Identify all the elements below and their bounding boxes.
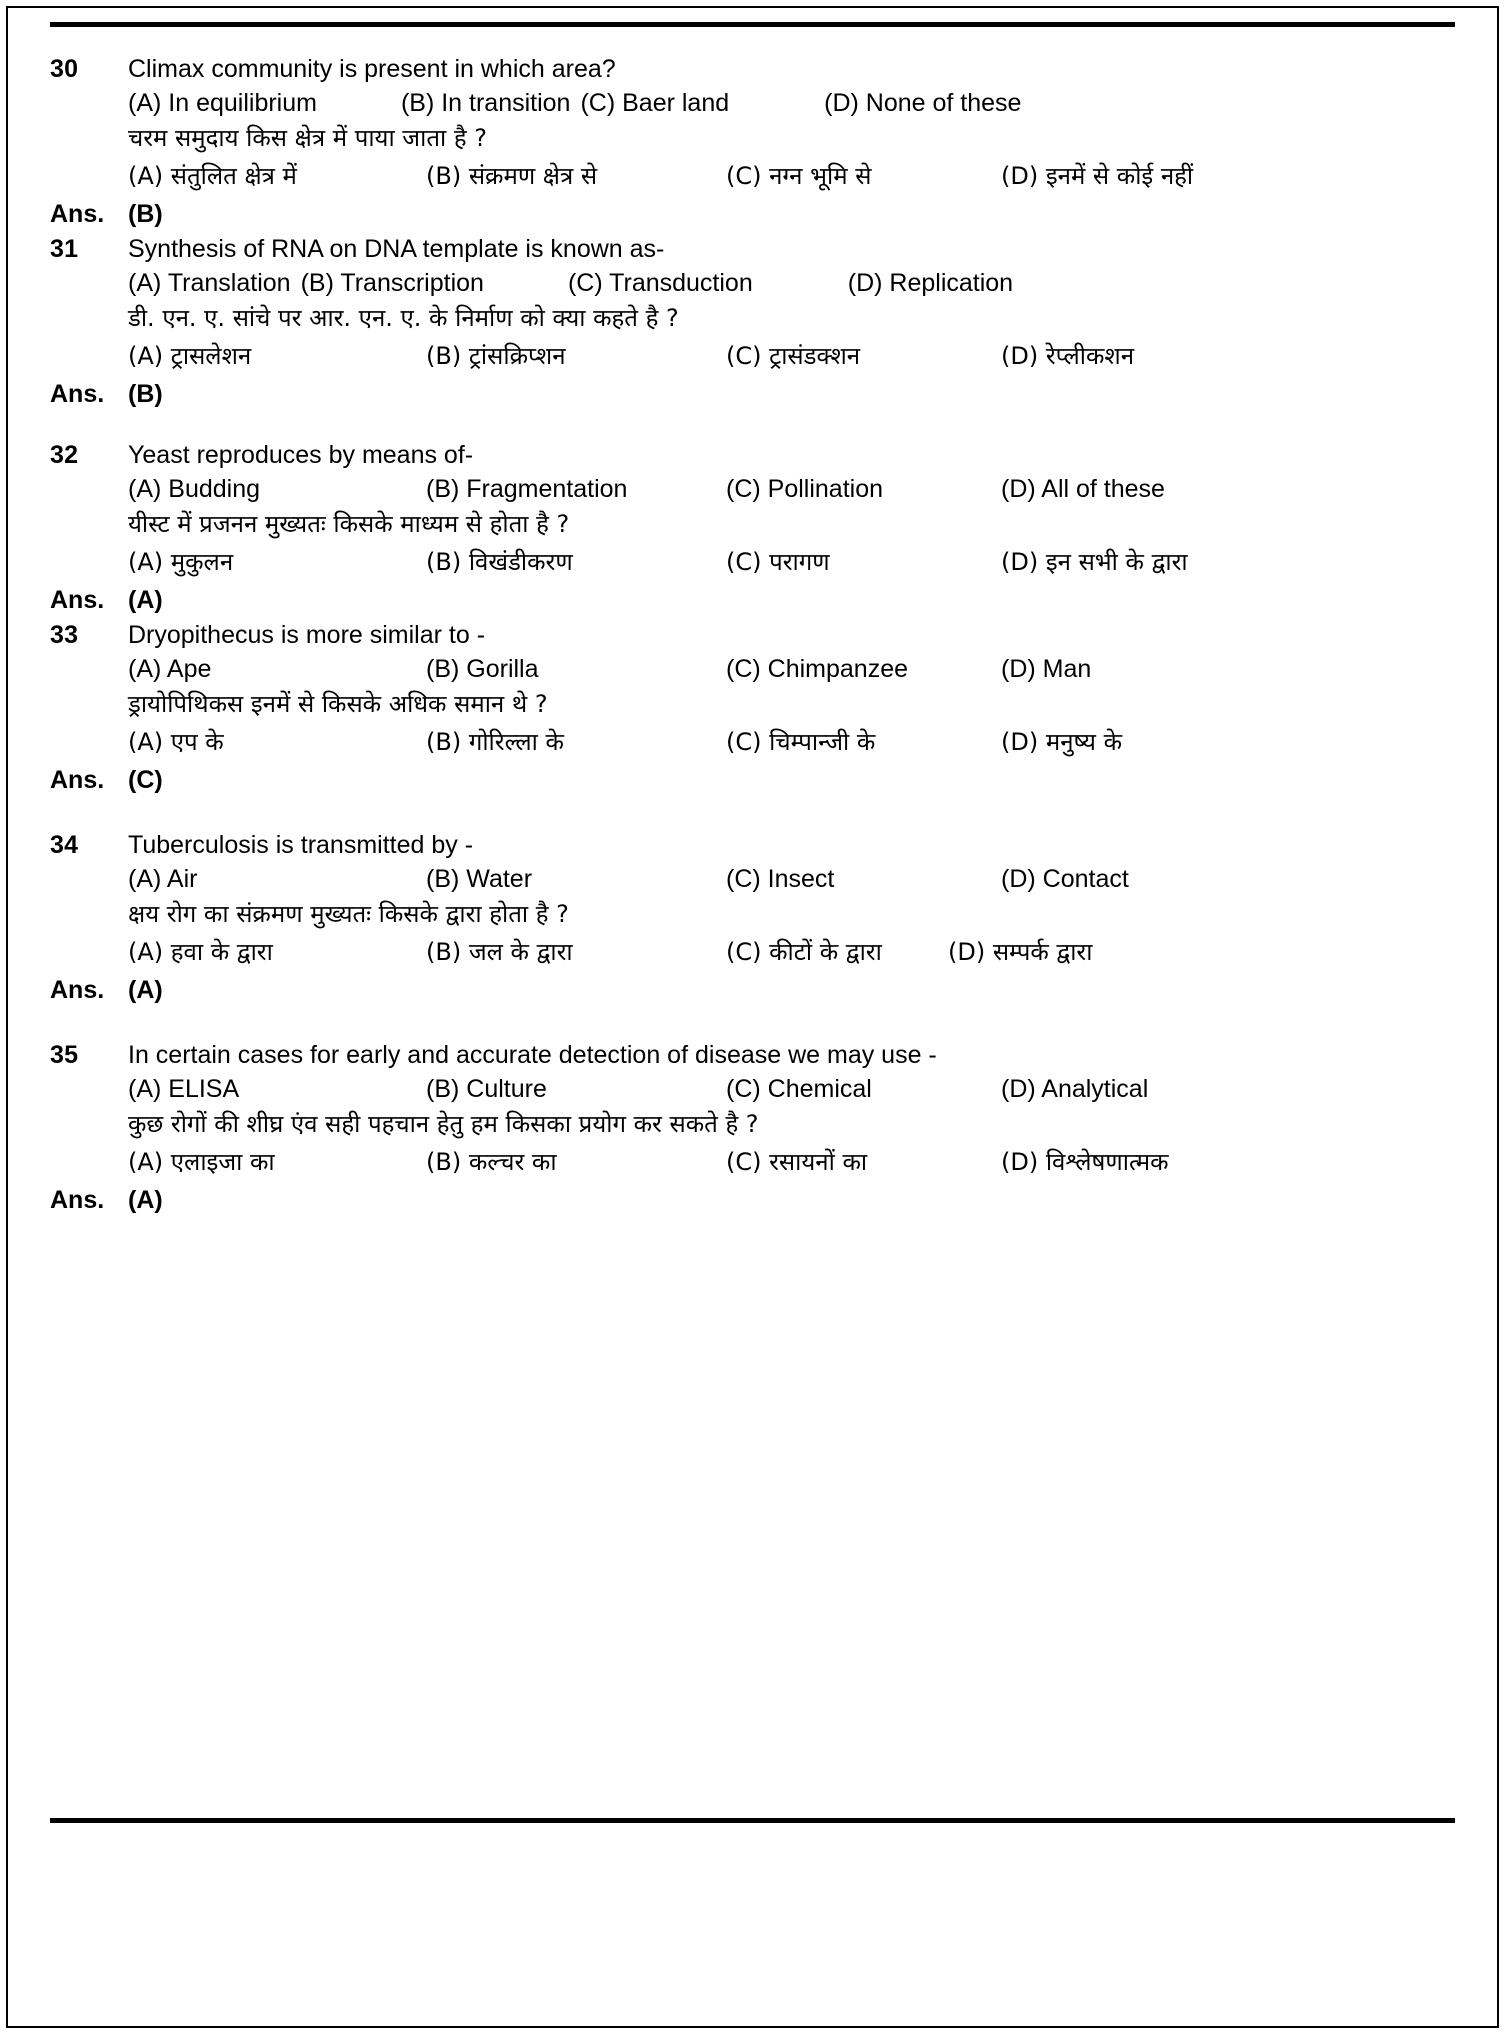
option-hi-d: (D) मनुष्य के (1001, 728, 1123, 756)
question-stem-en: In certain cases for early and accurate detection of disease we may use - (128, 1041, 937, 1069)
options-row-en (128, 472, 1455, 506)
question-number: 33 (50, 621, 79, 649)
option-en-a: (A) Air (128, 865, 198, 893)
option-hi-d: (D) सम्पर्क द्वारा (948, 938, 1093, 966)
options-row-hi (128, 932, 1455, 972)
answer-row (50, 582, 1455, 618)
option-hi-b: (B) जल के द्वारा (426, 938, 573, 966)
answer-row (50, 972, 1455, 1008)
options-row-hi (128, 336, 1455, 376)
option-en-d: (D) None of these (824, 89, 1022, 117)
option-hi-a: (A) एलाइजा का (128, 1148, 275, 1176)
question-stem-hi: डी. एन. ए. सांचे पर आर. एन. ए. के निर्माण को क्या कहते है ? (128, 304, 679, 332)
option-hi-a: (A) एप के (128, 728, 224, 756)
option-en-d: (D) All of these (1001, 475, 1165, 503)
question-stem-hi: क्षय रोग का संक्रमण मुख्यतः किसके द्वारा होता है ? (128, 900, 569, 928)
options-row-hi (128, 542, 1455, 582)
option-hi-b: (B) विखंडीकरण (426, 548, 573, 576)
option-hi-d: (D) विश्लेषणात्मक (1001, 1148, 1169, 1176)
question-stem-row (50, 828, 1455, 972)
answer-row (50, 196, 1455, 232)
option-en-c: (C) Transduction (567, 269, 753, 297)
question-stem-row (50, 52, 1455, 196)
answer-row (50, 762, 1455, 798)
option-hi-b: (B) गोरिल्ला के (426, 728, 564, 756)
question-stem-en: Climax community is present in which area? (128, 55, 616, 83)
option-en-b: (B) Gorilla (426, 655, 539, 683)
option-en-b: (B) Transcription (300, 269, 484, 297)
answer-value: (B) (128, 380, 163, 408)
options-row-en (128, 652, 1455, 686)
question-stem-en: Yeast reproduces by means of- (128, 441, 474, 469)
answer-value: (A) (128, 976, 163, 1004)
option-en-c: (C) Insect (726, 865, 835, 893)
question-number: 31 (50, 235, 79, 263)
option-hi-a: (A) मुकुलन (128, 548, 234, 576)
option-hi-c: (C) नग्न भूमि से (726, 162, 872, 190)
answer-label: Ans. (50, 766, 105, 794)
question-stem-row (50, 1038, 1455, 1182)
option-hi-c: (C) परागण (726, 548, 830, 576)
option-en-a: (A) Translation (128, 269, 291, 297)
question-number: 32 (50, 441, 79, 469)
question-stem-row (50, 618, 1455, 762)
question-block-35 (50, 1038, 1455, 1218)
option-en-b: (B) Water (426, 865, 533, 893)
option-en-d: (D) Analytical (1001, 1075, 1149, 1103)
question-stem-en: Dryopithecus is more similar to - (128, 621, 486, 649)
spacer (50, 798, 1455, 828)
options-row-hi (128, 722, 1455, 762)
question-number: 35 (50, 1041, 79, 1069)
spacer (50, 1008, 1455, 1038)
options-row-en (128, 862, 1455, 896)
answer-row (50, 376, 1455, 412)
answer-label: Ans. (50, 586, 105, 614)
option-hi-c: (C) रसायनों का (726, 1148, 868, 1176)
question-stem-hi: चरम समुदाय किस क्षेत्र में पाया जाता है ? (128, 124, 487, 152)
question-stem-hi: ड्रायोपिथिकस इनमें से किसके अधिक समान थे ? (128, 690, 548, 718)
option-hi-c: (C) कीटों के द्वारा (726, 938, 882, 966)
question-block-34 (50, 828, 1455, 1008)
option-hi-d: (D) इनमें से कोई नहीं (1001, 162, 1194, 190)
answer-label: Ans. (50, 200, 105, 228)
options-row-en (128, 1072, 1455, 1106)
option-en-d: (D) Man (1001, 655, 1092, 683)
option-en-a: (A) ELISA (128, 1075, 240, 1103)
options-row-hi (128, 156, 1455, 196)
questions-container (50, 52, 1455, 1218)
options-row-en (128, 266, 1455, 300)
question-stem-hi: यीस्ट में प्रजनन मुख्यतः किसके माध्यम से होता है ? (128, 510, 570, 538)
answer-label: Ans. (50, 976, 105, 1004)
question-number: 30 (50, 55, 79, 83)
bottom-rule (50, 1818, 1455, 1823)
option-en-b: (B) Fragmentation (426, 475, 628, 503)
answer-value: (B) (128, 200, 163, 228)
option-hi-b: (B) संक्रमण क्षेत्र से (426, 162, 598, 190)
question-block-32 (50, 438, 1455, 618)
question-number: 34 (50, 831, 79, 859)
question-stem-en: Synthesis of RNA on DNA template is known as- (128, 235, 665, 263)
option-en-d: (D) Contact (1001, 865, 1129, 893)
question-block-30 (50, 52, 1455, 232)
option-en-c: (C) Chemical (726, 1075, 872, 1103)
option-en-b: (B) In transition (400, 89, 571, 117)
question-stem-row (50, 438, 1455, 582)
question-stem-row (50, 232, 1455, 376)
option-en-c: (C) Chimpanzee (726, 655, 909, 683)
option-en-c: (C) Baer land (580, 89, 730, 117)
option-hi-d: (D) इन सभी के द्वारा (1001, 548, 1188, 576)
answer-value: (A) (128, 586, 163, 614)
option-en-a: (A) In equilibrium (128, 89, 317, 117)
option-hi-a: (A) ट्रासलेशन (128, 342, 252, 370)
question-block-31 (50, 232, 1455, 412)
option-en-b: (B) Culture (426, 1075, 547, 1103)
spacer (50, 412, 1455, 438)
option-en-a: (A) Budding (128, 475, 261, 503)
option-hi-d: (D) रेप्लीकशन (1001, 342, 1135, 370)
option-hi-a: (A) हवा के द्वारा (128, 938, 273, 966)
answer-row (50, 1182, 1455, 1218)
option-hi-a: (A) संतुलित क्षेत्र में (128, 162, 297, 190)
option-hi-c: (C) ट्रासंडक्शन (726, 342, 861, 370)
options-row-hi (128, 1142, 1455, 1182)
option-hi-b: (B) ट्रांसक्रिप्शन (426, 342, 566, 370)
answer-value: (A) (128, 1186, 163, 1214)
question-stem-en: Tuberculosis is transmitted by - (128, 831, 474, 859)
question-stem-hi: कुछ रोगों की शीघ्र एंव सही पहचान हेतु हम किसका प्रयोग कर सकते है ? (128, 1110, 759, 1138)
top-rule (50, 22, 1455, 27)
question-block-33 (50, 618, 1455, 798)
option-hi-b: (B) कल्चर का (426, 1148, 557, 1176)
options-row-en (128, 86, 1455, 120)
option-en-c: (C) Pollination (726, 475, 884, 503)
answer-value: (C) (128, 766, 163, 794)
answer-label: Ans. (50, 1186, 105, 1214)
option-hi-c: (C) चिम्पान्जी के (726, 728, 876, 756)
option-en-a: (A) Ape (128, 655, 212, 683)
answer-label: Ans. (50, 380, 105, 408)
option-en-d: (D) Replication (847, 269, 1014, 297)
